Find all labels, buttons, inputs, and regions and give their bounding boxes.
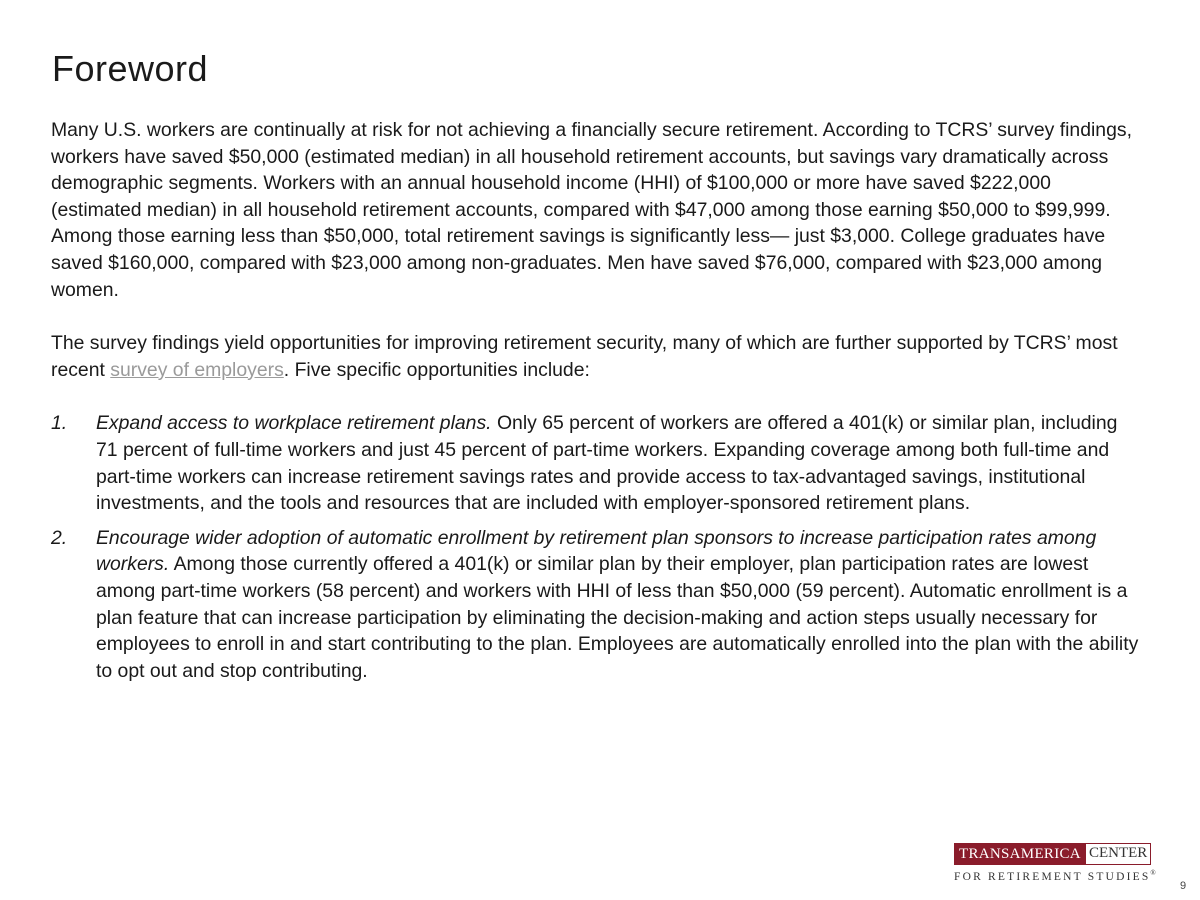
list-item-lead: Encourage wider adoption of automatic enrollment by retirement plan sponsors to increase participation rates among workers.	[96, 526, 1097, 576]
logo-center-text: CENTER	[1085, 843, 1151, 865]
logo-tagline	[954, 869, 1164, 883]
body-content	[51, 117, 1141, 692]
transamerica-center-logo	[954, 843, 1164, 883]
opportunities-intro-text: The survey findings yield opportunities for improving retirement security, many of which are further supported by TCRS’ most recent	[51, 332, 1118, 381]
list-item	[51, 525, 1141, 685]
registered-mark: ®	[1150, 869, 1156, 877]
logo-transamerica-text: TRANSAMERICA	[954, 843, 1085, 865]
intro-paragraph: Many U.S. workers are continually at risk for not achieving a financially secure retirement. According to TCRS’ survey findings, workers have saved $50,000 (estimated median) in all household retirement accounts, but savings vary dramatically across demographic segments. Workers with an annual household income (HHI) of $100,000 or more have saved $222,000 (estimated median) in all household retirement accounts, compared with $47,000 among those earning $50,000 to $99,999. Among those earning less than $50,000, total retirement savings is significantly less— just $3,000. College graduates have saved $160,000, compared with $23,000 among non-graduates. Men have saved $76,000, compared with $23,000 among women.	[51, 119, 1132, 301]
logo-tagline-text: FOR RETIREMENT STUDIES	[954, 870, 1151, 883]
opportunities-intro-tail: . Five specific opportunities include:	[283, 358, 590, 381]
list-item-body: Among those currently offered a 401(k) or similar plan by their employer, plan participation rates are lowest among part-time workers (58 percent) and workers with HHI of less than $50,000 (59 percent). Automatic enrollment is a plan feature that can increase participation by eliminating the decision-making and action steps usually necessary for employees to enroll in and start contributing to the plan. Employees are automatically enrolled into the plan with the ability to opt out and stop contributing.	[96, 553, 1139, 682]
opportunities-list	[51, 410, 1141, 684]
list-item-lead: Expand access to workplace retirement plans.	[96, 412, 492, 435]
page-title: Foreword	[52, 48, 209, 89]
list-item-number: 2.	[51, 526, 68, 549]
page-number: 9	[1180, 880, 1187, 892]
list-item-body: Only 65 percent of workers are offered a 401(k) or similar plan, including 71 percent of full-time workers and just 45 percent of part-time workers. Expanding coverage among both full-time and part-time workers can increase retirement savings rates and provide access to tax-advantaged savings, institutional investments, and the tools and resources that are included with employer-sponsored retirement plans.	[96, 412, 1118, 515]
logo-wordmark	[954, 843, 1164, 865]
survey-of-employers-link[interactable]: survey of employers	[110, 358, 284, 381]
opportunities-intro-paragraph	[51, 330, 1141, 383]
list-item-number: 1.	[51, 412, 68, 435]
list-item	[51, 410, 1141, 516]
